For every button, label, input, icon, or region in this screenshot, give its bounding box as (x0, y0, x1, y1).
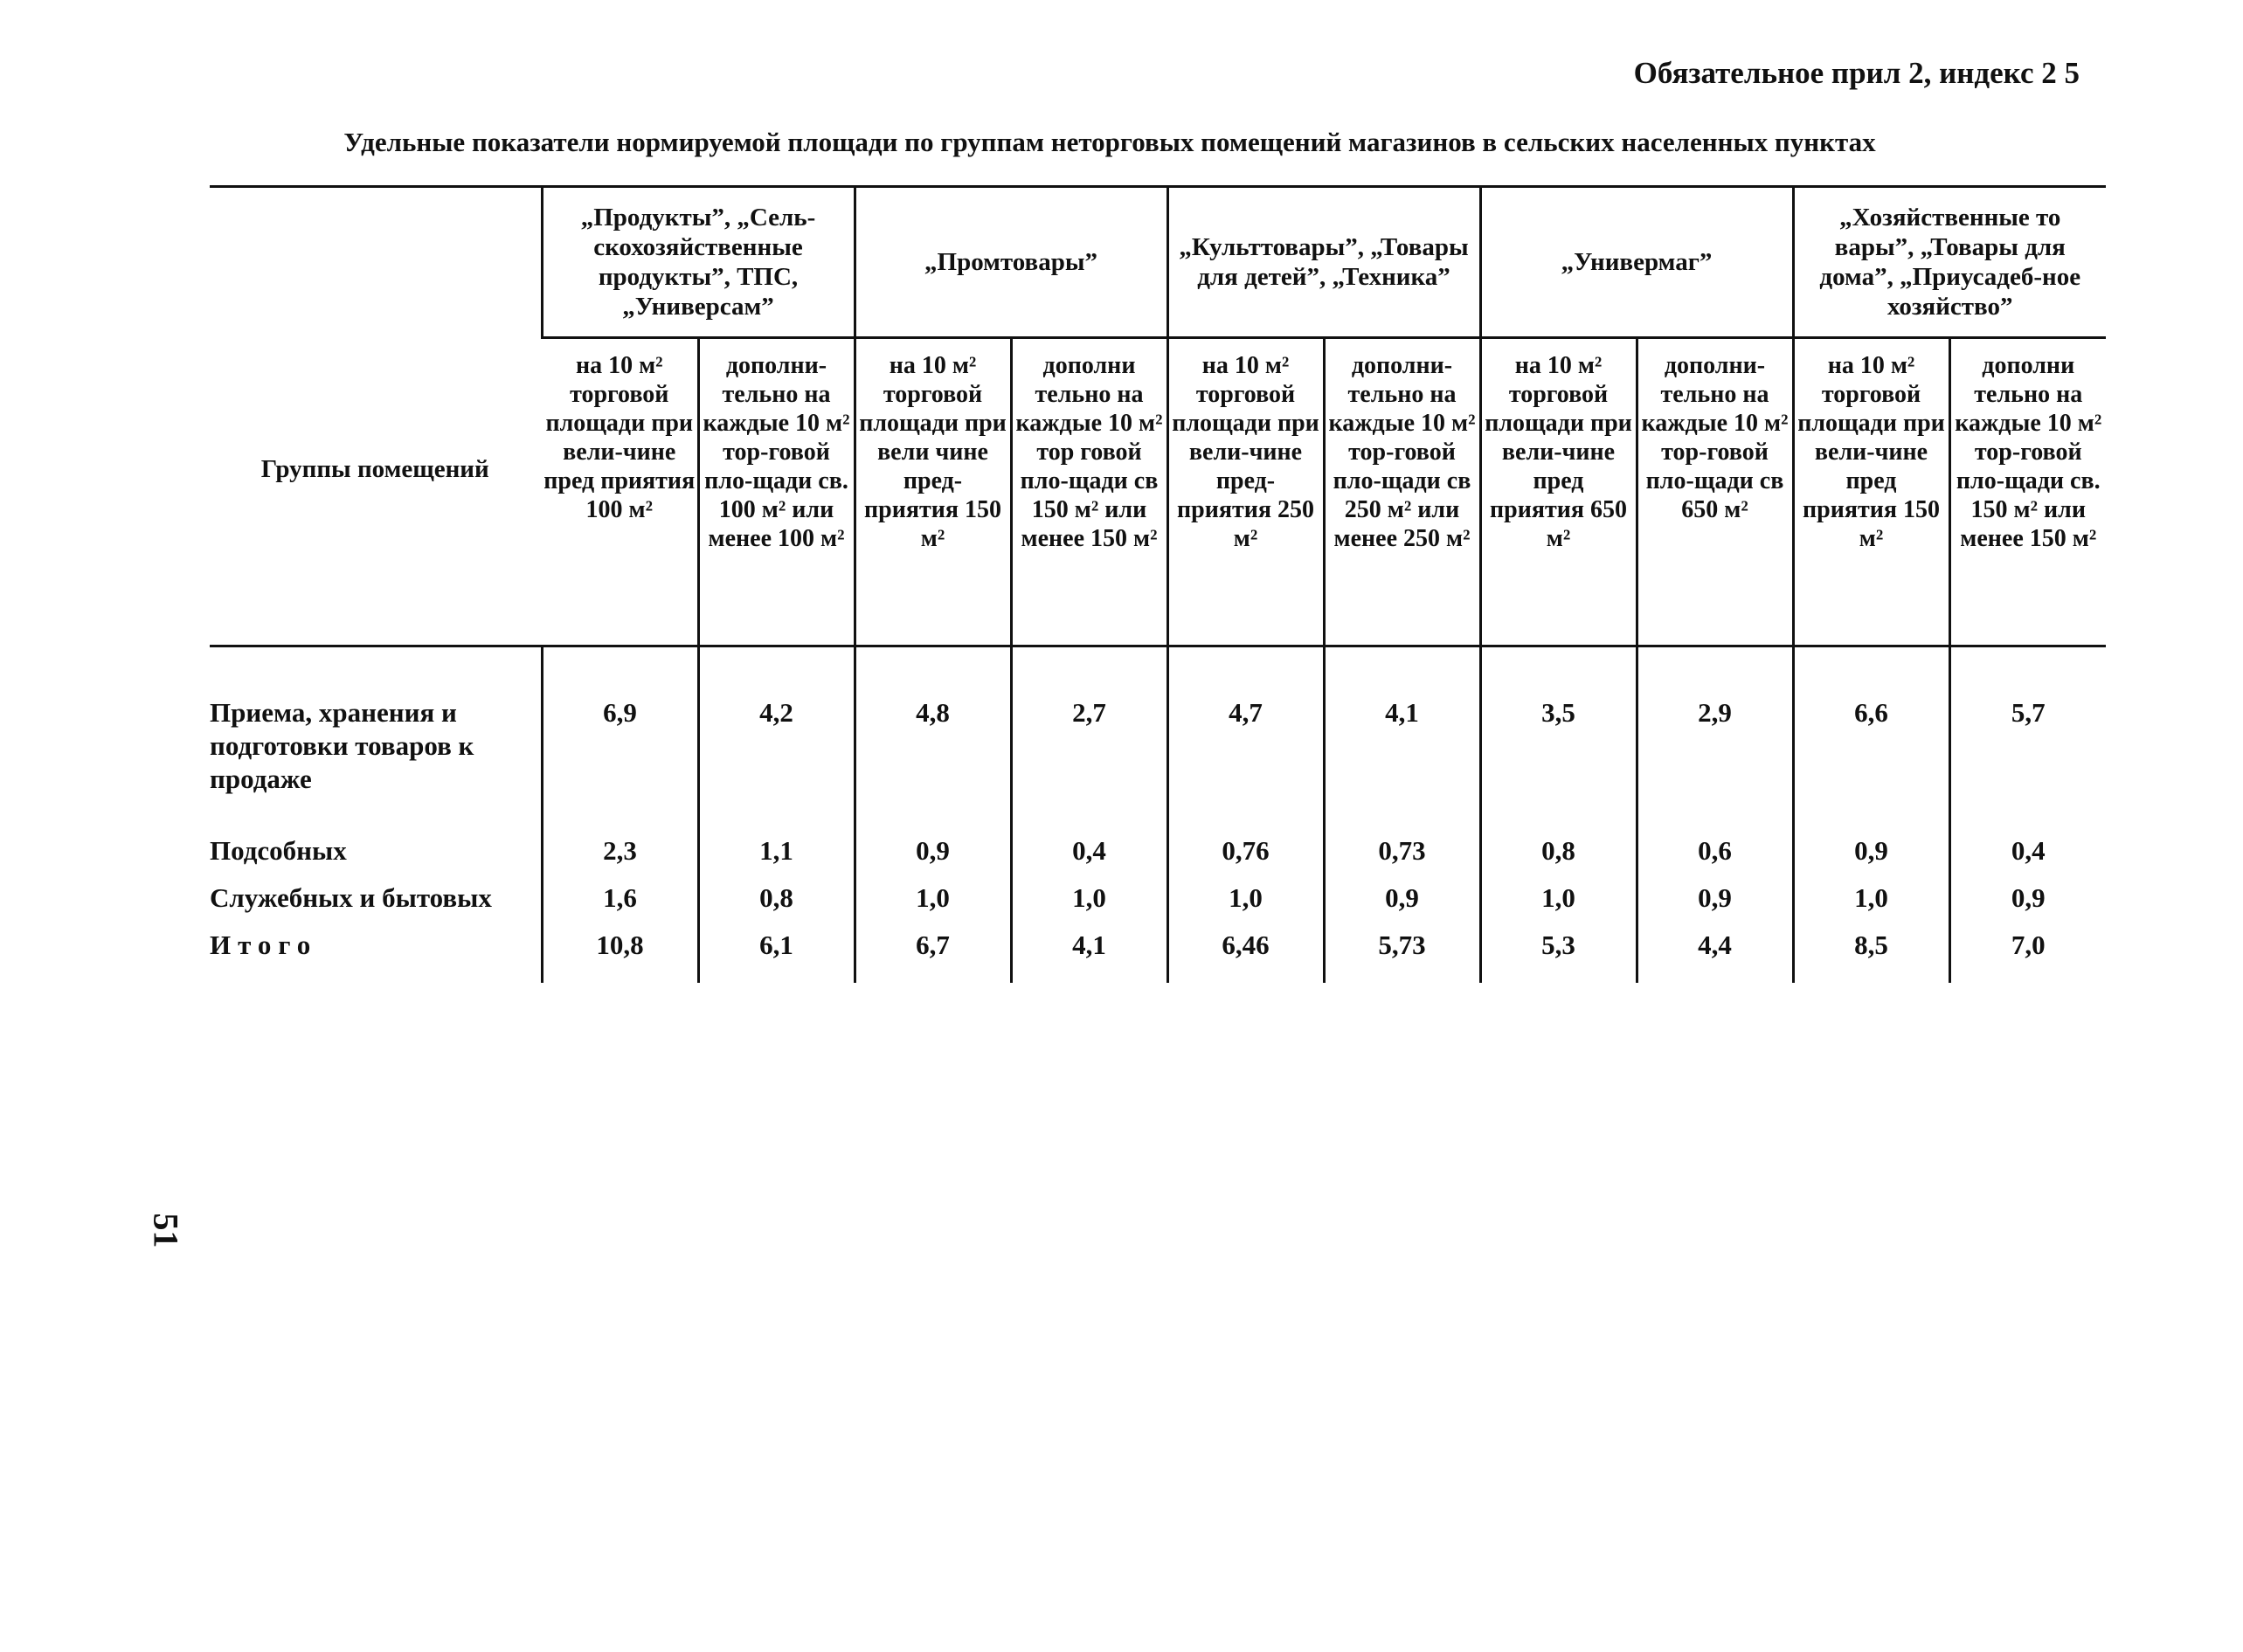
table-cell: 4,8 (855, 646, 1011, 828)
table-cell: 1,0 (855, 874, 1011, 922)
table-cell: 0,9 (1637, 874, 1793, 922)
table-cell: 6,6 (1793, 646, 1949, 828)
subheader-cell: дополни-тельно на каждые 10 м² тор-говой пло-щади св 250 м² или менее 250 м² (1324, 338, 1480, 646)
table-title: Удельные показатели нормируемой площади по группам неторговых помещений магазинов в сельских населенных пунктах (343, 127, 1876, 157)
table-row-total (210, 922, 2106, 983)
table-cell: 5,73 (1324, 922, 1480, 983)
table-cell: 0,4 (1011, 827, 1167, 874)
table-cell: 1,6 (542, 874, 698, 922)
row-header-title: Группы помещений (210, 187, 542, 646)
group-header-row (210, 187, 2106, 338)
table-cell: 0,8 (698, 874, 855, 922)
page-number: 51 (146, 1213, 186, 1248)
table-cell: 1,0 (1167, 874, 1324, 922)
row-label: Подсобных (210, 835, 347, 866)
subheader-cell: на 10 м² торговой площади при вели чине пред-приятия 150 м² (855, 338, 1011, 646)
table-cell: 0,9 (1324, 874, 1480, 922)
table-cell: 2,7 (1011, 646, 1167, 828)
subheader-cell: на 10 м² торговой площади при вели-чине пред приятия 150 м² (1793, 338, 1949, 646)
subheader-cell: дополни-тельно на каждые 10 м² тор-говой пло-щади св 650 м² (1637, 338, 1793, 646)
group-header-department-store: „Универмаг” (1480, 187, 1793, 338)
table-cell: 6,9 (542, 646, 698, 828)
table-cell: 0,9 (1793, 827, 1949, 874)
table-cell: 5,3 (1480, 922, 1637, 983)
subheader-cell: на 10 м² торговой площади при вели-чине пред-приятия 250 м² (1167, 338, 1324, 646)
table-cell: 8,5 (1793, 922, 1949, 983)
group-header-products: „Продукты”, „Сель-скохозяйственные продукты”, ТПС, „Универсам” (542, 187, 855, 338)
subheader-cell: дополни-тельно на каждые 10 м² тор-говой пло-щади св. 100 м² или менее 100 м² (698, 338, 855, 646)
table-cell: 4,4 (1637, 922, 1793, 983)
table-cell: 0,9 (855, 827, 1011, 874)
table-cell: 3,5 (1480, 646, 1637, 828)
table-cell: 0,9 (1949, 874, 2106, 922)
table-row (210, 874, 2106, 922)
table-cell: 0,76 (1167, 827, 1324, 874)
group-header-household-goods: „Хозяйственные то вары”, „Товары для дома”, „Приусадеб-ное хозяйство” (1793, 187, 2106, 338)
row-label-total: Итого (210, 930, 318, 960)
table-cell: 6,1 (698, 922, 855, 983)
group-header-industrial-goods: „Промтовары” (855, 187, 1167, 338)
table-cell: 1,1 (698, 827, 855, 874)
table-cell: 1,0 (1011, 874, 1167, 922)
table-cell: 0,73 (1324, 827, 1480, 874)
table-cell: 6,7 (855, 922, 1011, 983)
table-cell: 10,8 (542, 922, 698, 983)
table-cell: 4,2 (698, 646, 855, 828)
table-cell: 0,6 (1637, 827, 1793, 874)
group-header-cultural-goods: „Культтовары”, „Товары для детей”, „Техника” (1167, 187, 1480, 338)
table-row (210, 827, 2106, 874)
table-cell: 7,0 (1949, 922, 2106, 983)
table-cell: 4,7 (1167, 646, 1324, 828)
appendix-label: Обязательное прил 2, индекс 2 5 (1633, 56, 2080, 90)
table-cell: 1,0 (1793, 874, 1949, 922)
row-label: Приема, хранения и подготовки товаров к продаже (210, 697, 474, 794)
table-cell: 4,1 (1324, 646, 1480, 828)
table-cell: 2,3 (542, 827, 698, 874)
table-cell: 1,0 (1480, 874, 1637, 922)
table-cell: 4,1 (1011, 922, 1167, 983)
subheader-cell: на 10 м² торговой площади при вели-чине пред приятия 650 м² (1480, 338, 1637, 646)
table-cell: 2,9 (1637, 646, 1793, 828)
subheader-cell: дополни тельно на каждые 10 м² тор-говой пло-щади св. 150 м² или менее 150 м² (1949, 338, 2106, 646)
area-norms-table (210, 185, 2106, 983)
table-cell: 5,7 (1949, 646, 2106, 828)
row-label: Служебных и бытовых (210, 882, 492, 913)
table-cell: 0,8 (1480, 827, 1637, 874)
subheader-cell: на 10 м² торговой площади при вели-чине пред приятия 100 м² (542, 338, 698, 646)
table-cell: 6,46 (1167, 922, 1324, 983)
subheader-cell: дополни тельно на каждые 10 м² тор говой пло-щади св 150 м² или менее 150 м² (1011, 338, 1167, 646)
table-row (210, 646, 2106, 828)
table-cell: 0,4 (1949, 827, 2106, 874)
